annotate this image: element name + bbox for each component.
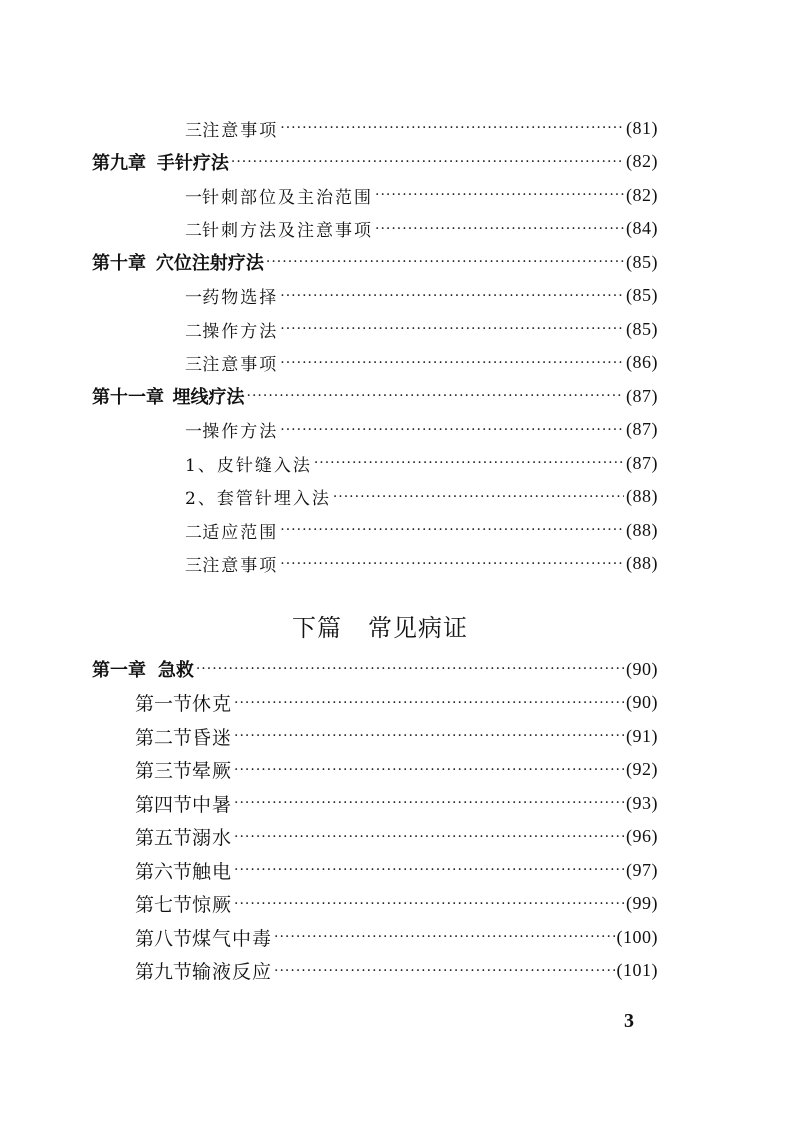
- toc-entry-number: 二: [185, 522, 202, 543]
- dot-leader: [280, 422, 624, 438]
- dot-leader: [375, 221, 624, 237]
- dot-leader: [280, 556, 624, 572]
- toc-entry-page: (81): [626, 117, 658, 138]
- toc-entry-page: (91): [626, 725, 658, 746]
- toc-entry-number: 第三节: [135, 760, 193, 782]
- toc-entry-item: [185, 281, 658, 311]
- toc-entry-title: 2、套管针埋入法: [185, 489, 331, 509]
- toc-entry-number: 一: [185, 187, 202, 208]
- toc-entry-title: 溺水: [192, 827, 233, 849]
- dot-leader: [231, 154, 624, 170]
- dot-leader: [234, 795, 624, 811]
- dot-leader: [280, 522, 624, 538]
- toc-entry-title: 1、皮针缝入法: [185, 455, 312, 476]
- toc-entry-number: 三: [185, 355, 202, 375]
- toc-entry-title: 昏迷: [192, 726, 233, 749]
- toc-entry-title: 适应范围: [202, 522, 279, 543]
- dot-leader: [375, 187, 624, 203]
- toc-entry-number: 第六节: [135, 860, 193, 883]
- part-label: 下篇: [292, 614, 342, 642]
- toc-entry-page: (97): [626, 859, 658, 880]
- toc-entry-number: 第四节: [135, 793, 193, 816]
- dot-leader: [280, 321, 624, 337]
- toc-entry-page: (87): [626, 419, 658, 439]
- toc-entry-number: 第十一章: [92, 387, 164, 408]
- toc-entry-page: (85): [626, 251, 658, 272]
- toc-entry-title: 注意事项: [202, 556, 279, 576]
- toc-entry-title: 惊厥: [192, 894, 233, 916]
- toc-entry-number: 二: [185, 221, 202, 241]
- toc-entry-page: (96): [626, 826, 658, 846]
- toc-entry-number: 一: [185, 422, 202, 442]
- toc-entry-item: [185, 314, 658, 344]
- toc-entry-page: (90): [626, 692, 658, 712]
- dot-leader: [333, 489, 624, 505]
- toc-entry-page: (87): [626, 452, 658, 473]
- toc-entry-section: [135, 922, 658, 952]
- toc-entry-page: (88): [626, 553, 658, 573]
- toc-entry-page: (101): [616, 960, 658, 980]
- toc-entry-number: 二: [185, 321, 202, 342]
- toc-entry-number: 第九章: [92, 152, 146, 174]
- toc-entry-title: 输液反应: [192, 961, 273, 983]
- toc-entry-title: 中暑: [192, 793, 233, 816]
- toc-entry-title: 穴位注射疗法: [155, 253, 264, 274]
- toc-entry-title: 煤气中毒: [192, 927, 273, 950]
- page-number: 3: [624, 1010, 634, 1032]
- dot-leader: [274, 929, 614, 945]
- toc-entry-page: (90): [626, 658, 658, 679]
- toc-entry-number: 三: [185, 556, 202, 576]
- toc-entry-subitem: [185, 482, 658, 512]
- toc-entry-title: 埋线疗法: [172, 387, 245, 408]
- toc-entry-section: [135, 956, 658, 986]
- toc-entry-page: (86): [626, 352, 658, 372]
- toc-entry-section: [135, 721, 658, 751]
- toc-entry-item: [185, 549, 658, 579]
- toc-entry-title: 晕厥: [192, 760, 233, 782]
- toc-entry-title: 药物选择: [202, 288, 279, 308]
- toc-entry-page: (85): [626, 285, 658, 305]
- toc-entry-subitem: [185, 448, 658, 478]
- toc-entry-item: [185, 214, 658, 244]
- toc-entry-page: (82): [626, 151, 658, 171]
- toc-entry-number: 第五节: [135, 827, 193, 849]
- toc-entry-number: 一: [185, 288, 202, 308]
- toc-entry-chapter: [92, 381, 658, 411]
- toc-entry-chapter: [92, 247, 658, 277]
- dot-leader: [274, 963, 614, 979]
- toc-entry-number: 第七节: [135, 894, 193, 916]
- toc-entry-page: (82): [626, 184, 658, 205]
- dot-leader: [280, 355, 624, 371]
- toc-entry-item: [185, 415, 658, 445]
- toc-entry-item: [185, 180, 658, 210]
- toc-entry-title: 操作方法: [202, 422, 279, 442]
- dot-leader: [234, 695, 624, 711]
- dot-leader: [234, 728, 624, 744]
- toc-entry-page: (87): [626, 385, 658, 406]
- part-heading: [0, 608, 760, 643]
- dot-leader: [280, 120, 624, 136]
- toc-entry-title: 注意事项: [202, 120, 279, 141]
- toc-entry-section: [135, 855, 658, 885]
- toc-entry-chapter: [92, 654, 658, 684]
- toc-entry-section: [135, 755, 658, 785]
- toc-entry-section: [135, 788, 658, 818]
- toc-entry-page: (99): [626, 893, 658, 913]
- toc-entry-page: (88): [626, 519, 658, 540]
- toc-entry-page: (100): [616, 926, 658, 947]
- dot-leader: [234, 896, 624, 912]
- toc-entry-number: 第十章: [92, 253, 146, 274]
- toc-entry-section: [135, 822, 658, 852]
- dot-leader: [234, 762, 624, 778]
- toc-entry-title: 针刺方法及注意事项: [202, 221, 373, 241]
- part-title: 常见病证: [368, 614, 468, 642]
- toc-entry-item: [185, 515, 658, 545]
- toc-entry-title: 针刺部位及主治范围: [202, 187, 373, 208]
- toc-entry-number: 三: [185, 120, 202, 141]
- toc-entry-number: 第一节: [135, 693, 193, 715]
- toc-entry-title: 操作方法: [202, 321, 279, 342]
- toc-entry-page: (84): [626, 218, 658, 238]
- dot-leader: [234, 862, 624, 878]
- dot-leader: [266, 254, 624, 270]
- toc-entry-title: 手针疗法: [156, 152, 229, 174]
- dot-leader: [247, 388, 624, 404]
- toc-entry-section: [135, 889, 658, 919]
- toc-entry-section: [135, 688, 658, 718]
- toc-entry-number: 第一章: [92, 660, 146, 681]
- toc-entry-chapter: [92, 147, 658, 177]
- toc-entry-item: [185, 348, 658, 378]
- toc-entry-title: 急救: [157, 660, 194, 681]
- toc-entry-page: (85): [626, 318, 658, 339]
- toc-entry-title: 休克: [192, 693, 233, 715]
- toc-entry-number: 第九节: [135, 961, 193, 983]
- dot-leader: [234, 829, 624, 845]
- toc-entry-page: (93): [626, 792, 658, 813]
- toc-entry-page: (92): [626, 759, 658, 779]
- toc-entry-number: 第二节: [135, 726, 193, 749]
- dot-leader: [196, 661, 624, 677]
- toc-entry-number: 第八节: [135, 927, 193, 950]
- toc-entry-title: 触电: [192, 860, 233, 883]
- toc-entry-item: [185, 113, 658, 143]
- dot-leader: [280, 288, 624, 304]
- toc-entry-page: (88): [626, 486, 658, 506]
- dot-leader: [314, 455, 624, 471]
- toc-entry-title: 注意事项: [202, 355, 279, 375]
